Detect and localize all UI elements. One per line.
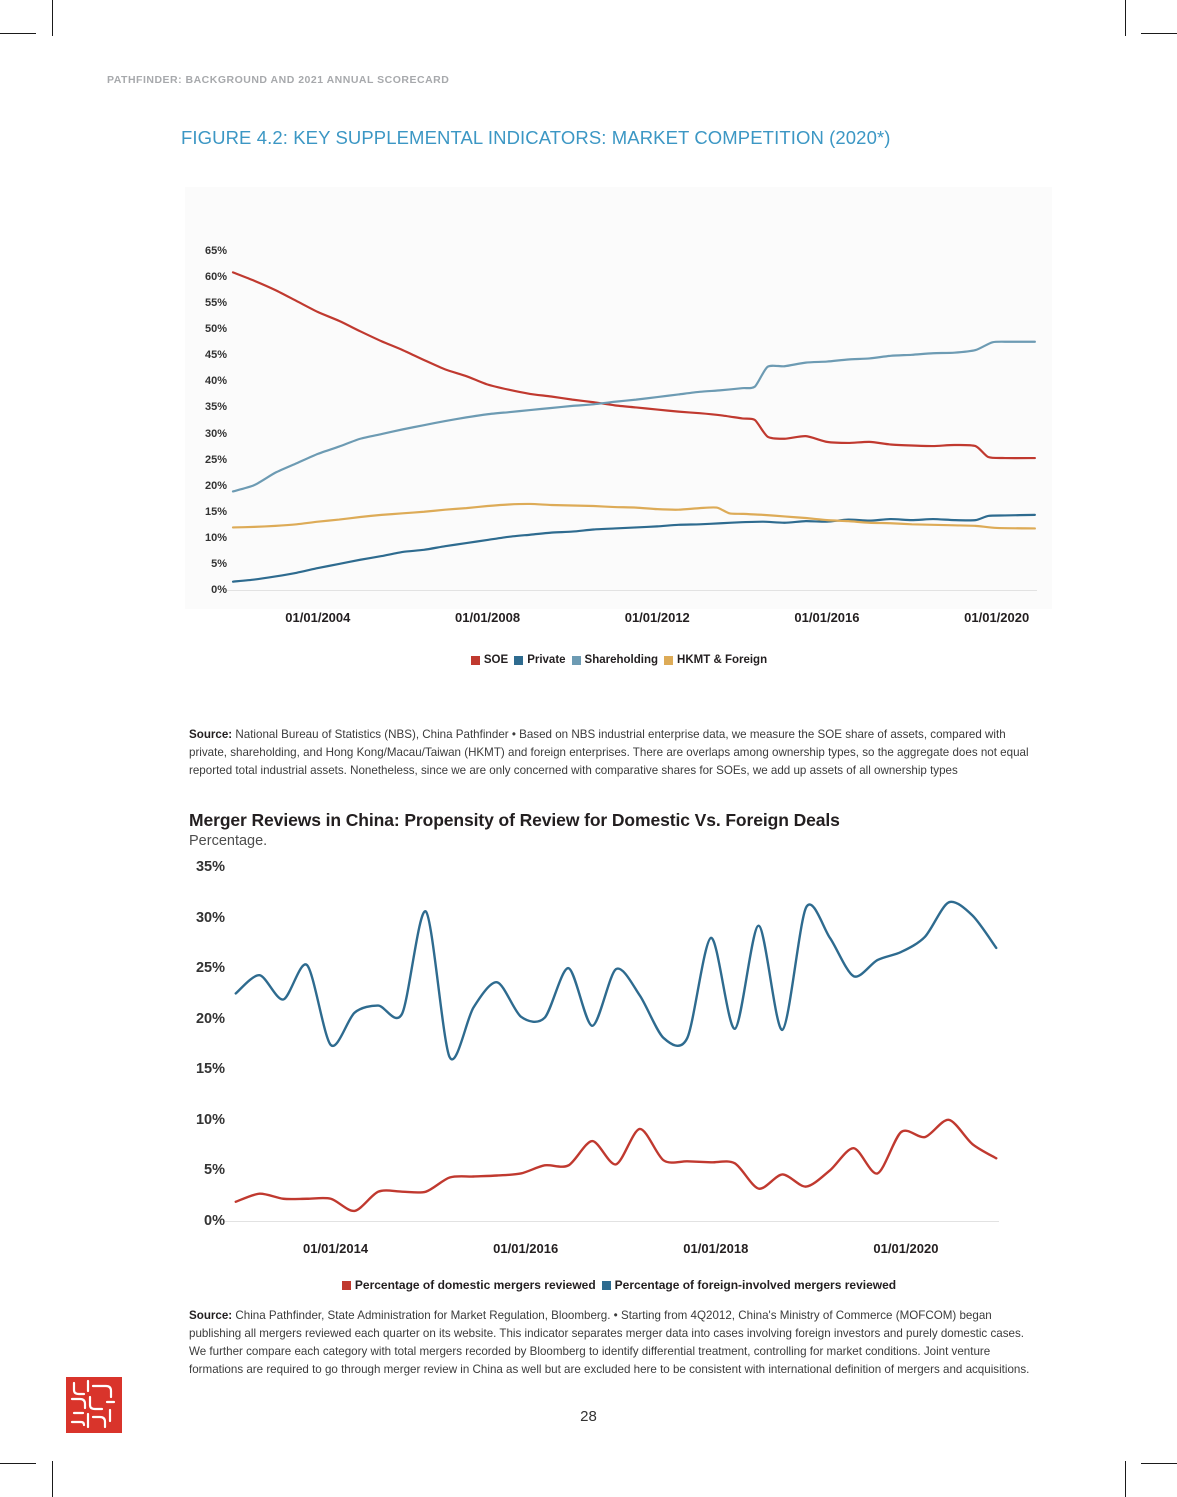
chart-1-series-group xyxy=(189,229,1049,649)
y-tick-label: 0% xyxy=(211,584,227,596)
series-line xyxy=(233,272,1035,458)
legend-label: Private xyxy=(527,654,566,666)
y-tick-label: 15% xyxy=(204,505,227,518)
y-tick-label: 35% xyxy=(204,401,227,414)
y-tick-label: 5% xyxy=(204,1162,225,1179)
y-tick-label: 15% xyxy=(195,1061,225,1078)
chart-2-plot xyxy=(189,855,1049,1265)
legend-swatch-icon xyxy=(342,1281,351,1290)
page-number: 28 xyxy=(580,1408,597,1425)
x-tick-label: 01/01/2014 xyxy=(303,1241,369,1256)
chart-2-source-text: China Pathfinder, State Administration for Market Regulation, Bloomberg. • Starting from 4Q2012, China's Ministry of Commerce (MOFCOM) began publishing all mergers reviewed each quarter on its website. This indicator separates merger data into cases involving foreign investors and purely domestic cases. We further compare each category with total mergers recorded by Bloomberg to identify differential treatment, controlling for market conditions. Joint venture formations are required to go through merger review in China as well but are excluded here to be consistent with international definition of mergers and acquisitions. xyxy=(189,1309,1030,1376)
y-tick-label: 25% xyxy=(204,453,227,466)
crop-mark-bottom-right-horizontal xyxy=(1141,1463,1177,1464)
x-tick-label: 01/01/2018 xyxy=(683,1241,749,1256)
crop-mark-bottom-left-horizontal xyxy=(0,1463,36,1464)
y-tick-label: 40% xyxy=(204,375,227,388)
y-tick-label: 10% xyxy=(204,531,227,544)
legend-swatch-icon xyxy=(514,656,523,665)
y-tick-label: 50% xyxy=(204,323,227,336)
y-tick-label: 10% xyxy=(195,1111,225,1128)
figure-title: FIGURE 4.2: KEY SUPPLEMENTAL INDICATORS: MARKET COMPETITION (2020*) xyxy=(181,127,891,148)
crop-mark-top-left-vertical xyxy=(52,0,53,36)
chart-2-title: Merger Reviews in China: Propensity of Review for Domestic Vs. Foreign Deals xyxy=(189,810,840,830)
x-tick-label: 01/01/2004 xyxy=(285,610,351,625)
y-tick-label: 5% xyxy=(211,557,227,570)
legend-swatch-icon xyxy=(471,656,480,665)
x-tick-label: 01/01/2016 xyxy=(794,610,860,625)
y-tick-label: 60% xyxy=(204,271,227,284)
legend-swatch-icon xyxy=(572,656,581,665)
legend-item[interactable] xyxy=(471,654,508,666)
series-line xyxy=(233,342,1035,492)
chart-2-legend xyxy=(189,1278,1049,1292)
y-tick-label: 35% xyxy=(195,859,225,875)
legend-swatch-icon xyxy=(664,656,673,665)
crop-mark-bottom-left-vertical xyxy=(52,1461,53,1497)
legend-label: Percentage of domestic mergers reviewed xyxy=(354,1278,596,1292)
legend-swatch-icon xyxy=(602,1281,611,1290)
crop-mark-bottom-right-vertical xyxy=(1125,1461,1126,1497)
x-tick-label: 01/01/2012 xyxy=(624,610,690,625)
chart-2-source xyxy=(189,1307,1044,1379)
chart-block-industrial-assets xyxy=(189,184,1049,666)
x-tick-label: 01/01/2020 xyxy=(873,1241,939,1256)
y-tick-label: 20% xyxy=(195,1010,225,1027)
chart-2-series-group xyxy=(189,855,1049,1265)
legend-item[interactable] xyxy=(664,654,767,666)
legend-item[interactable] xyxy=(602,1278,896,1292)
chart-1-source xyxy=(189,726,1044,780)
chart-1-source-label: Source: xyxy=(189,728,233,741)
chart-2-subtitle: Percentage. xyxy=(189,833,268,849)
chart-block-merger-reviews xyxy=(189,810,1049,1292)
running-head: PATHFINDER: BACKGROUND AND 2021 ANNUAL SCORECARD xyxy=(107,74,450,86)
series-line xyxy=(236,1120,997,1211)
y-tick-label: 0% xyxy=(204,1213,225,1229)
x-tick-label: 01/01/2020 xyxy=(964,610,1030,625)
crop-mark-top-right-horizontal xyxy=(1141,33,1177,34)
x-tick-label: 01/01/2016 xyxy=(493,1241,559,1256)
crop-mark-top-left-horizontal xyxy=(0,33,36,34)
chart-1-source-text: National Bureau of Statistics (NBS), China Pathfinder • Based on NBS industrial enterprise data, we measure the SOE share of assets, compared with private, shareholding, and Hong Kong/Macau/Taiwan (HKMT) and foreign enterprises. There are overlaps among ownership types, so the aggregate does not equal reported total industrial assets. Nonetheless, since we are only concerned with comparative shares for SOEs, we add up assets of all ownership types xyxy=(189,728,1029,777)
x-tick-label: 01/01/2008 xyxy=(455,610,521,625)
y-tick-label: 25% xyxy=(195,960,225,977)
series-line xyxy=(233,504,1035,529)
crop-mark-top-right-vertical xyxy=(1125,0,1126,36)
y-tick-label: 45% xyxy=(204,349,227,362)
legend-item[interactable] xyxy=(572,654,658,666)
legend-label: HKMT & Foreign xyxy=(677,654,768,666)
legend-item[interactable] xyxy=(514,654,565,666)
legend-item[interactable] xyxy=(342,1278,596,1292)
series-line xyxy=(236,902,997,1060)
y-tick-label: 30% xyxy=(204,427,227,440)
y-tick-label: 55% xyxy=(204,297,227,310)
y-tick-label: 20% xyxy=(204,479,227,492)
legend-label: Shareholding xyxy=(584,654,659,666)
y-tick-label: 65% xyxy=(204,245,227,257)
y-tick-label: 30% xyxy=(195,909,225,926)
legend-label: Percentage of foreign-involved mergers reviewed xyxy=(614,1278,897,1292)
chart-1-plot xyxy=(189,229,1049,649)
legend-label: SOE xyxy=(483,654,509,666)
chart-2-source-label: Source: xyxy=(189,1309,233,1322)
chart-1-legend xyxy=(189,654,1049,666)
